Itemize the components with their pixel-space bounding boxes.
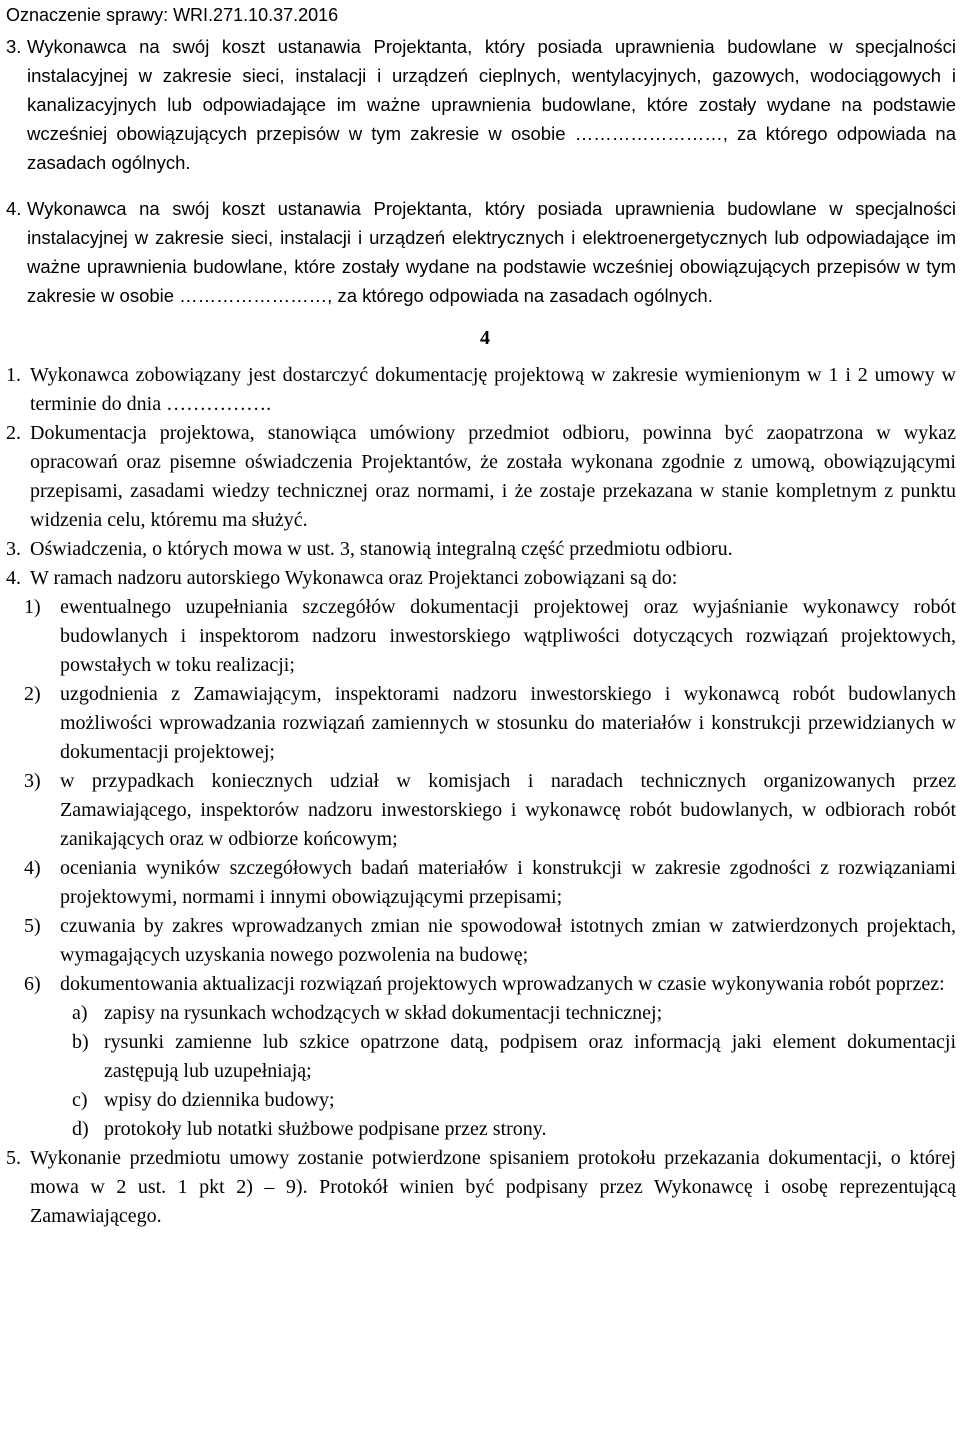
- list-item-number: 2): [24, 683, 41, 705]
- list-item-text: czuwania by zakres wprowadzanych zmian nie spowodował istotnych zmian w zatwierdzonych projektach, wymagających uzyskania nowego pozwolenia na budowę;: [60, 915, 956, 966]
- list-item: [6, 854, 956, 912]
- sub-list-item-text: protokoły lub notatki służbowe podpisane przez strony.: [104, 1118, 547, 1140]
- sub-list-item-letter: a): [72, 1002, 88, 1024]
- list-item: [6, 767, 956, 854]
- sub-list-item: [6, 1028, 956, 1086]
- list-item-text: w przypadkach koniecznych udział w komisjach i naradach technicznych organizowanych przez Zamawiającego, inspektorów nadzoru inwestorskiego i wykonawcę robót budowlanych, w odbiorach robót zanikających oraz w odbiorze końcowym;: [60, 770, 956, 850]
- list-item-text: dokumentowania aktualizacji rozwiązań projektowych wprowadzanych w czasie wykonywania robót poprzez:: [60, 973, 945, 995]
- section-item: [6, 419, 956, 535]
- list-item: [6, 970, 956, 999]
- list-item-number: 3): [24, 770, 41, 792]
- sub-list-item: [6, 1115, 956, 1144]
- item-text: Wykonawca zobowiązany jest dostarczyć dokumentację projektową w zakresie wymienionym w 1 i 2 umowy w terminie do dnia …………….: [30, 364, 956, 415]
- list-item: [6, 912, 956, 970]
- list-item-number: 5): [24, 915, 41, 937]
- item-number: 1.: [6, 364, 21, 386]
- paragraph-text: Wykonawca na swój koszt ustanawia Projektanta, który posiada uprawnienia budowlane w specjalności instalacyjnej w zakresie sieci, instalacji i urządzeń cieplnych, wentylacyjnych, gazowych, wodociągowych i kanalizacyjnych lub odpowiadające im ważne uprawnienia budowlane, które zostały wydane na podstawie wcześniej obowiązujących przepisów w tym zakresie w osobie ……………………, za którego odpowiada na zasadach ogólnych.: [27, 36, 956, 173]
- sub-list-item-letter: b): [72, 1031, 89, 1053]
- list-item-text: oceniania wyników szczegółowych badań materiałów i konstrukcji w zakresie zgodności z rozwiązaniami projektowymi, normami i innymi obowiązującymi przepisami;: [60, 857, 956, 908]
- item-text: Wykonanie przedmiotu umowy zostanie potwierdzone spisaniem protokołu przekazania dokumentacji, o której mowa w 2 ust. 1 pkt 2) – 9). Protokół winien być podpisany przez Wykonawcę i osobę reprezentującą Zamawiającego.: [30, 1147, 956, 1227]
- list-item-number: 6): [24, 973, 41, 995]
- list-item: [6, 593, 956, 680]
- list-item-number: 4): [24, 857, 41, 879]
- section-item: [6, 564, 956, 593]
- sub-list-item: [6, 1086, 956, 1115]
- sub-list-item-letter: d): [72, 1118, 89, 1140]
- item-number: 2.: [6, 422, 21, 444]
- case-reference: Oznaczenie sprawy: WRI.271.10.37.2016: [6, 5, 339, 25]
- paragraph-3: [6, 32, 956, 177]
- section-item: [6, 535, 956, 564]
- list-item: [6, 680, 956, 767]
- list-item-text: ewentualnego uzupełniania szczegółów dokumentacji projektowej oraz wyjaśnianie wykonawcy robót budowlanych i inspektorom nadzoru inwestorskiego wątpliwości dotyczących rozwiązań projektowych, powstałych w toku realizacji;: [60, 596, 956, 676]
- list-item-text: uzgodnienia z Zamawiającym, inspektorami nadzoru inwestorskiego i wykonawcą robót budowlanych możliwości wprowadzania rozwiązań zamiennych w stosunku do materiałów i konstrukcji przewidzianych w dokumentacji projektowej;: [60, 683, 956, 763]
- item-text: Dokumentacja projektowa, stanowiąca umówiony przedmiot odbioru, powinna być zaopatrzona w wykaz opracowań oraz pisemne oświadczenia Projektantów, że została wykonana zgodnie z umową, obowiązującymi przepisami, zasadami wiedzy technicznej oraz normami, i że zostaje przekazana w stanie kompletnym z punktu widzenia celu, któremu ma służyć.: [30, 422, 956, 531]
- item-text: W ramach nadzoru autorskiego Wykonawca oraz Projektanci zobowiązani są do:: [30, 567, 678, 589]
- section-heading: 4: [480, 327, 490, 349]
- item-number: 3.: [6, 538, 21, 560]
- sub-list-item-letter: c): [72, 1089, 88, 1111]
- item-text: Oświadczenia, o których mowa w ust. 3, stanowią integralną część przedmiotu odbioru.: [30, 538, 733, 560]
- sub-list-item-text: zapisy na rysunkach wchodzących w skład dokumentacji technicznej;: [104, 1002, 663, 1024]
- list-item-number: 1): [24, 596, 41, 618]
- paragraph-number: 4.: [6, 198, 22, 219]
- section-item: [6, 1144, 956, 1231]
- paragraph-text: Wykonawca na swój koszt ustanawia Projektanta, który posiada uprawnienia budowlane w specjalności instalacyjnej w zakresie sieci, instalacji i urządzeń elektrycznych i elektroenergetycznych lub odpowiadające im ważne uprawnienia budowlane, które zostały wydane na podstawie wcześniej obowiązujących przepisów w tym zakresie w osobie ……………………, za którego odpowiada na zasadach ogólnych.: [27, 198, 956, 306]
- sub-list-item-text: wpisy do dziennika budowy;: [104, 1089, 335, 1111]
- sub-list-item: [6, 999, 956, 1028]
- section-item: [6, 361, 956, 419]
- paragraph-number: 3.: [6, 36, 22, 57]
- paragraph-4: [6, 194, 956, 310]
- item-number: 4.: [6, 567, 21, 589]
- item-number: 5.: [6, 1147, 21, 1169]
- sub-list-item-text: rysunki zamienne lub szkice opatrzone datą, podpisem oraz informacją jaki element dokumentacji zastępują lub uzupełniają;: [104, 1031, 956, 1082]
